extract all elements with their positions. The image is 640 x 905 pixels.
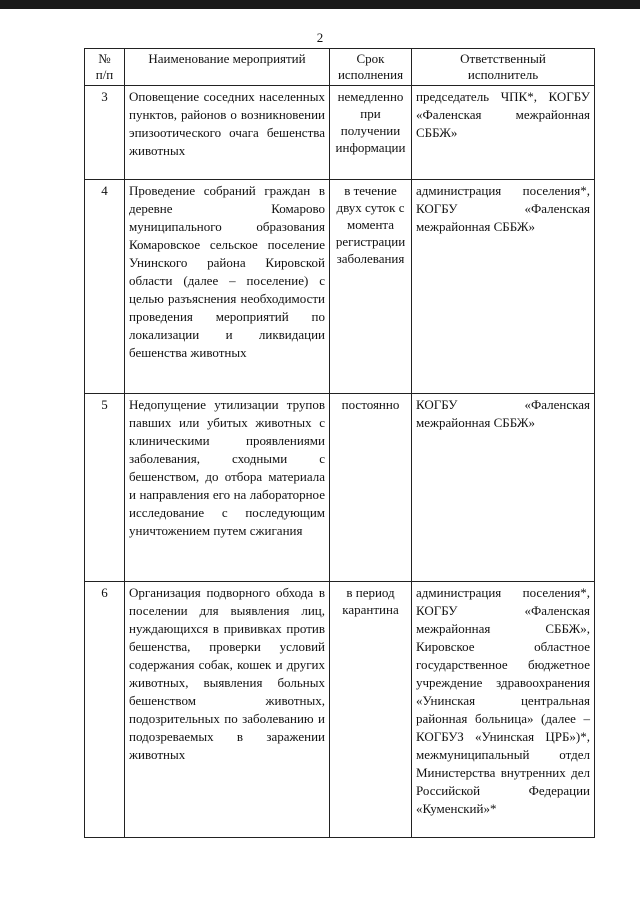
table-row bbox=[85, 180, 595, 394]
top-edge-border bbox=[0, 0, 640, 9]
measures-table bbox=[84, 48, 595, 838]
table-row bbox=[85, 86, 595, 180]
row-measure: Проведение собраний граждан в деревне Комарово муниципального образования Комаровское сельское поселение Унинского района Кировской области (далее – поселение) с целью разъяснения необходимости проведения мероприятий по локализации и ликвидации бешенства животных bbox=[125, 180, 330, 394]
row-num: 4 bbox=[85, 180, 125, 394]
row-measure: Недопущение утилизации трупов павших или убитых животных с клиническими проявлениями заболевания, сходными с бешенством, до отбора материала и направления его на лабораторное исследование с последующим уничтожением путем сжигания bbox=[125, 394, 330, 582]
header-responsible: Ответственный исполнитель bbox=[412, 49, 595, 86]
table-row bbox=[85, 582, 595, 838]
row-measure: Организация подворного обхода в поселении для выявления лиц, нуждающихся в прививках против бешенства, проверки условий содержания собак, кошек и других животных, выявления больных бешенством животных, подозрительных по заболеванию и подозреваемых в заражении животных bbox=[125, 582, 330, 838]
page-number: 2 bbox=[316, 30, 324, 45]
table-row bbox=[85, 394, 595, 582]
row-responsible: администрация поселения*, КОГБУ «Фаленская межрайонная СББЖ» bbox=[412, 180, 595, 394]
header-name: Наименование мероприятий bbox=[125, 49, 330, 86]
row-term: постоянно bbox=[330, 394, 412, 582]
header-num: № п/п bbox=[85, 49, 125, 86]
row-measure: Оповещение соседних населенных пунктов, районов о возникновении эпизоотического очага бешенства животных bbox=[125, 86, 330, 180]
row-num: 6 bbox=[85, 582, 125, 838]
row-term: в период карантина bbox=[330, 582, 412, 838]
row-responsible: КОГБУ «Фаленская межрайонная СББЖ» bbox=[412, 394, 595, 582]
row-responsible: председатель ЧПК*, КОГБУ «Фаленская межрайонная СББЖ» bbox=[412, 86, 595, 180]
header-term: Срок исполнения bbox=[330, 49, 412, 86]
row-term: в течение двух суток с момента регистрации заболевания bbox=[330, 180, 412, 394]
row-num: 5 bbox=[85, 394, 125, 582]
row-num: 3 bbox=[85, 86, 125, 180]
table-header-row bbox=[85, 49, 595, 86]
row-responsible: администрация поселения*, КОГБУ «Фаленская межрайонная СББЖ», Кировское областное государственное бюджетное учреждение здравоохранения «Унинская центральная районная больница» (далее – КОГБУЗ «Унинская ЦРБ»)*, межмуниципальный отдел Министерства внутренних дел Российской Федерации «Куменский»* bbox=[412, 582, 595, 838]
row-term: немедленно при получении информации bbox=[330, 86, 412, 180]
